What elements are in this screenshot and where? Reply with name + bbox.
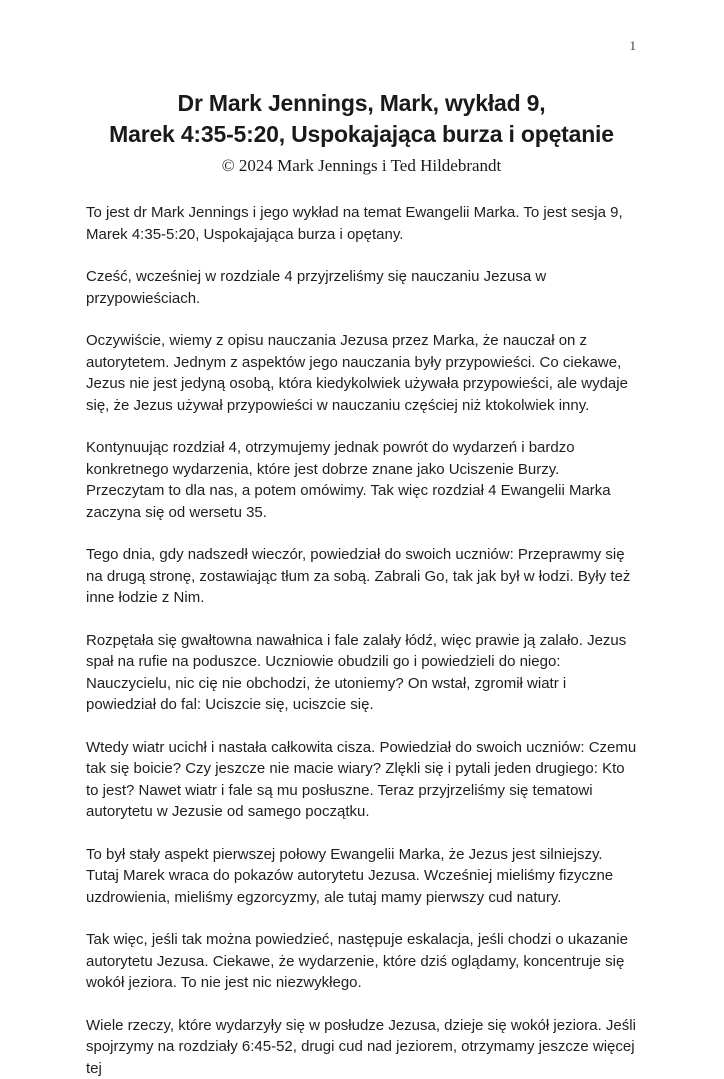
document-body [86,202,637,1079]
paragraph: To był stały aspekt pierwszej połowy Ewangelii Marka, że Jezus jest silniejszy. Tutaj Marek wraca do pokazów autorytetu Jezusa. Wcześniej mieliśmy fizyczne uzdrowienia, mieliśmy egzorcyzmy, ale tutaj mamy pierwszy cud natury. [86,844,637,909]
page-number: 1 [630,38,637,54]
paragraph: Kontynuując rozdział 4, otrzymujemy jednak powrót do wydarzeń i bardzo konkretnego wydarzenia, które jest dobrze znane jako Uciszenie Burzy. Przeczytam to dla nas, a potem omówimy. Tak więc rozdział 4 Ewangelii Marka zaczyna się od wersetu 35. [86,437,637,523]
paragraph: Cześć, wcześniej w rozdziale 4 przyjrzeliśmy się nauczaniu Jezusa w przypowieściach. [86,266,637,309]
paragraph: Rozpętała się gwałtowna nawałnica i fale zalały łódź, więc prawie ją zalało. Jezus spał na rufie na poduszce. Uczniowie obudzili go i powiedzieli do niego: Nauczycielu, nic cię nie obchodzi, że utoniemy? On wstał, zgromił wiatr i powiedział do fal: Uciszcie się, uciszcie się. [86,630,637,716]
document-title-line-1: Dr Mark Jennings, Mark, wykład 9, [86,88,637,119]
document-title-line-2: Marek 4:35-5:20, Uspokajająca burza i opętanie [86,119,637,150]
paragraph: To jest dr Mark Jennings i jego wykład na temat Ewangelii Marka. To jest sesja 9, Marek 4:35-5:20, Uspokajająca burza i opętany. [86,202,637,245]
paragraph: Tego dnia, gdy nadszedł wieczór, powiedział do swoich uczniów: Przeprawmy się na drugą stronę, zostawiając tłum za sobą. Zabrali Go, tak jak był w łodzi. Były też inne łodzie z Nim. [86,544,637,609]
document-title [86,88,637,150]
paragraph: Wtedy wiatr ucichł i nastała całkowita cisza. Powiedział do swoich uczniów: Czemu tak się boicie? Czy jeszcze nie macie wiary? Zlękli się i pytali jeden drugiego: Kto to jest? Nawet wiatr i fale są mu posłuszne. Teraz przyjrzeliśmy się tematowi autorytetu w Jezusie od samego początku. [86,737,637,823]
paragraph: Oczywiście, wiemy z opisu nauczania Jezusa przez Marka, że nauczał on z autorytetem. Jednym z aspektów jego nauczania były przypowieści. Co ciekawe, Jezus nie jest jedyną osobą, która kiedykolwiek używała przypowieści, ale wydaje się, że Jezus używał przypowieści w nauczaniu częściej niż ktokolwiek inny. [86,330,637,416]
copyright-line: © 2024 Mark Jennings i Ted Hildebrandt [86,155,637,177]
paragraph: Wiele rzeczy, które wydarzyły się w posłudze Jezusa, dzieje się wokół jeziora. Jeśli spojrzymy na rozdziały 6:45-52, drugi cud nad jeziorem, otrzymamy jeszcze więcej tej [86,1015,637,1079]
paragraph: Tak więc, jeśli tak można powiedzieć, następuje eskalacja, jeśli chodzi o ukazanie autorytetu Jezusa. Ciekawe, że wydarzenie, które dziś oglądamy, koncentruje się wokół jeziora. To nie jest nic niezwykłego. [86,929,637,994]
